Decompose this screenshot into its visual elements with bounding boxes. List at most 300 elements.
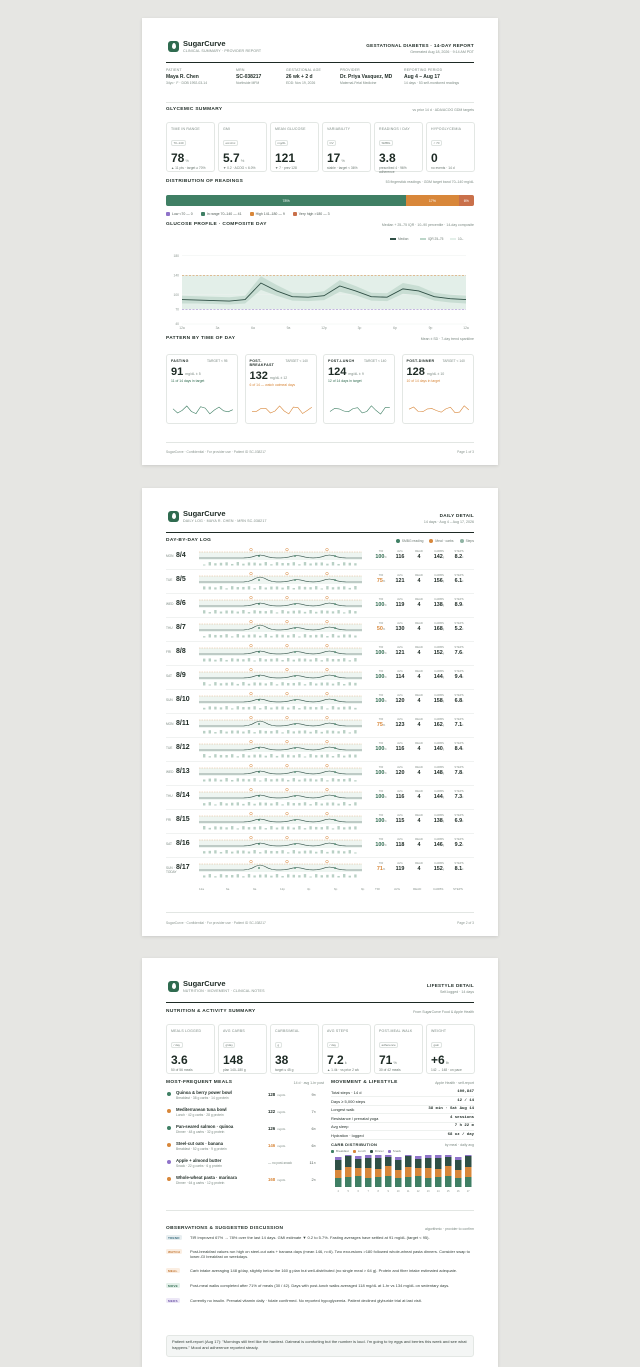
stat-number: 115 xyxy=(395,818,405,824)
steps-bar xyxy=(265,634,267,637)
smbg-reading-dot xyxy=(258,555,260,557)
steps-bar xyxy=(242,659,244,661)
stat-number: 156 xyxy=(433,578,443,584)
stat-number: 100 xyxy=(375,818,385,824)
steps-bar xyxy=(349,876,351,878)
page-title: LIFESTYLE DETAIL xyxy=(426,983,474,988)
daily-stat xyxy=(409,597,429,608)
carb-bar-segment xyxy=(435,1155,442,1158)
day-of-week: SUN · TODAY xyxy=(166,866,177,874)
steps-bar xyxy=(242,635,244,637)
steps-bar xyxy=(265,731,267,734)
kpi-number: 5.7 xyxy=(223,151,240,165)
stat-unit: g xyxy=(442,772,445,775)
field-sub: Northside MFM xyxy=(236,81,260,85)
steps-bar xyxy=(270,682,272,685)
row-divider xyxy=(166,689,474,690)
kpi-label: READINGS / DAY xyxy=(379,127,410,131)
daily-stat xyxy=(429,717,449,728)
steps-bar xyxy=(304,634,306,637)
target-band xyxy=(199,552,362,560)
kpi-sub: prescribed 4 · 96% adherence xyxy=(379,166,407,175)
meal-glucose xyxy=(268,1177,286,1182)
steps-bar xyxy=(332,778,334,781)
steps-bar xyxy=(287,635,289,637)
stat-value xyxy=(429,698,449,704)
steps-bar xyxy=(203,826,205,830)
stat-header: READ xyxy=(415,741,423,745)
kpi-card xyxy=(374,1024,423,1074)
stat-header: STEPS xyxy=(454,813,464,817)
row-divider xyxy=(166,785,474,786)
steps-bar xyxy=(237,731,239,734)
field-sub: EDD: Nov 19, 2026 xyxy=(286,81,316,85)
carb-bar-segment xyxy=(415,1156,422,1159)
stat-value xyxy=(390,578,410,584)
steps-bar xyxy=(293,850,295,853)
steps-bar xyxy=(298,564,300,565)
steps-bar xyxy=(332,634,334,637)
steps-bar xyxy=(265,611,267,613)
stat-unit: % xyxy=(382,724,386,727)
steps-bar xyxy=(214,563,216,565)
steps-bar xyxy=(248,827,250,829)
stat-unit: k xyxy=(462,652,464,655)
steps-bar xyxy=(298,586,300,589)
steps-bar xyxy=(343,634,345,637)
steps-bar xyxy=(309,850,311,853)
stat-value xyxy=(449,578,469,584)
daily-stat xyxy=(371,597,391,608)
steps-bar xyxy=(253,827,255,830)
legend-swatch xyxy=(250,212,254,216)
carb-bar-segment xyxy=(465,1155,472,1156)
daily-stat xyxy=(429,861,449,872)
pattern-unit: mg/dL ± 5 xyxy=(185,372,201,376)
steps-bar xyxy=(220,707,222,709)
distribution-segment: 17% xyxy=(406,195,458,206)
stat-number: 100 xyxy=(375,698,385,704)
steps-bar xyxy=(309,659,311,661)
steps-bar xyxy=(321,610,323,613)
steps-bar xyxy=(287,755,289,758)
daily-stat xyxy=(409,573,429,584)
meal-glucose-unit: mg/dL xyxy=(277,1093,286,1097)
kpi-chip: mg/dL xyxy=(275,140,288,146)
steps-bar xyxy=(343,562,345,565)
daily-stat xyxy=(390,549,410,560)
stat-header: AVG xyxy=(397,645,403,649)
stat-axis-label: READ xyxy=(413,887,422,891)
stat-header: AVG xyxy=(397,693,403,697)
steps-bar xyxy=(298,851,300,853)
steps-bar xyxy=(354,780,356,781)
steps-bar xyxy=(237,562,239,565)
carb-x-label: 16 xyxy=(456,1190,460,1193)
daily-glucose-strip xyxy=(199,860,362,878)
stat-number: 6.9 xyxy=(454,818,463,824)
steps-bar xyxy=(287,611,289,613)
report-generated: Generated Aug 18, 2026 · 9:14 AM PDT xyxy=(410,50,474,54)
steps-bar xyxy=(332,659,334,662)
daily-glucose-strip xyxy=(199,692,362,710)
stat-value xyxy=(429,866,449,872)
target-band xyxy=(199,672,362,680)
steps-bar xyxy=(343,851,345,853)
meal-type-dot xyxy=(167,1160,171,1164)
stat-header: CARBS xyxy=(434,837,444,841)
steps-bar xyxy=(237,659,239,662)
steps-bar xyxy=(225,732,227,734)
kpi-number: 17 xyxy=(327,151,341,165)
kpi-unit: % xyxy=(240,158,245,163)
carb-bar-segment xyxy=(365,1168,372,1178)
meal-marker-icon xyxy=(326,644,329,647)
stat-header: AVG xyxy=(397,549,403,553)
steps-bar xyxy=(270,851,272,854)
legend-swatch xyxy=(293,212,297,216)
kpi-chip: CV xyxy=(327,140,336,146)
smbg-reading-dot xyxy=(258,651,260,653)
steps-bar xyxy=(332,850,334,853)
field-sub: Maternal-Fetal Medicine xyxy=(340,81,377,85)
steps-bar xyxy=(326,658,328,661)
stat-number: 168 xyxy=(433,626,443,632)
meal-count: 7× xyxy=(311,1109,316,1114)
daily-glucose-strip xyxy=(199,740,362,758)
steps-bar xyxy=(253,850,255,853)
steps-bar xyxy=(337,826,339,829)
steps-bar xyxy=(343,586,345,589)
steps-bar xyxy=(237,828,239,829)
stat-value xyxy=(429,650,449,656)
stat-unit: % xyxy=(384,652,387,655)
steps-bar xyxy=(214,804,216,805)
kpi-label: WEIGHT xyxy=(431,1029,447,1033)
stat-value xyxy=(390,602,410,608)
steps-bar xyxy=(214,826,216,829)
target-band xyxy=(199,768,362,776)
y-tick-label: 40 xyxy=(175,322,179,327)
stat-header: STEPS xyxy=(454,549,464,553)
kpi-number: 7.2 xyxy=(327,1053,344,1067)
steps-bar xyxy=(209,587,211,590)
stat-value xyxy=(449,698,469,704)
smbg-reading-dot xyxy=(258,819,260,821)
day-date: 8/6 xyxy=(176,599,186,607)
steps-bar xyxy=(343,658,345,661)
carb-bar-segment xyxy=(445,1157,452,1166)
carb-bar-segment xyxy=(395,1170,402,1178)
stat-value xyxy=(409,674,429,680)
carb-bar-segment xyxy=(435,1177,442,1187)
daily-stat xyxy=(409,861,429,872)
kpi-value xyxy=(275,151,314,165)
stat-unit: k xyxy=(462,772,464,775)
meal-marker-icon xyxy=(326,812,329,815)
stat-header: READ xyxy=(415,813,423,817)
steps-bar xyxy=(203,565,205,566)
daily-glucose-strip xyxy=(199,572,362,590)
daily-row xyxy=(166,786,474,808)
steps-bar xyxy=(293,755,295,757)
kpi-number: 121 xyxy=(275,151,296,165)
stat-header: TIR xyxy=(378,717,384,721)
stat-number: 4 xyxy=(417,602,421,608)
stat-unit: k xyxy=(462,676,464,679)
stat-value xyxy=(371,722,391,728)
steps-bar xyxy=(298,826,300,829)
stat-number: 4 xyxy=(417,674,421,680)
smbg-reading-dot xyxy=(334,771,336,773)
stat-number: 8.2 xyxy=(454,554,463,560)
stat-header: CARBS xyxy=(434,717,444,721)
footer-divider xyxy=(166,912,474,913)
steps-bar xyxy=(253,588,255,589)
stat-header: READ xyxy=(415,573,423,577)
steps-bar xyxy=(326,611,328,614)
meal-marker-icon xyxy=(250,620,253,623)
smbg-reading-dot xyxy=(258,603,260,605)
carb-bar-segment xyxy=(355,1156,362,1159)
steps-bar xyxy=(281,588,283,590)
steps-bar xyxy=(354,611,356,613)
steps-bar xyxy=(248,635,250,638)
x-axis-label: 9a xyxy=(253,887,257,891)
daily-stat xyxy=(390,861,410,872)
meal-type-dot xyxy=(167,1177,171,1181)
stat-header: AVG xyxy=(397,837,403,841)
smbg-reading-dot xyxy=(294,555,296,557)
steps-bar xyxy=(248,755,250,757)
steps-bar xyxy=(209,828,211,830)
kpi-sub: ▲ 1.4k · vs prior 2 wk xyxy=(327,1068,359,1072)
glycemic-summary-title: GLYCEMIC SUMMARY xyxy=(166,107,223,112)
steps-bar xyxy=(337,610,339,613)
steps-bar xyxy=(309,804,311,805)
daily-stat xyxy=(429,813,449,824)
steps-bar xyxy=(270,659,272,662)
stat-value xyxy=(390,818,410,824)
steps-bar xyxy=(242,610,244,613)
carb-distribution-note: by meal · daily avg xyxy=(444,1143,474,1147)
smbg-reading-dot xyxy=(334,675,336,677)
meal-glucose-value: 128 xyxy=(268,1092,276,1097)
kpi-value xyxy=(275,1053,314,1067)
steps-bar xyxy=(276,874,278,877)
daily-row xyxy=(166,642,474,664)
daily-glucose-strip xyxy=(199,716,362,734)
steps-bar xyxy=(242,587,244,590)
steps-bar xyxy=(259,708,261,709)
stat-header: CARBS xyxy=(434,621,444,625)
stat-unit: k xyxy=(462,580,464,583)
meal-marker-icon xyxy=(326,668,329,671)
stat-number: 119 xyxy=(395,866,405,872)
page-title: DAILY DETAIL xyxy=(439,513,474,518)
stat-header: CARBS xyxy=(434,765,444,769)
steps-bar xyxy=(259,852,261,853)
stat-header: TIR xyxy=(378,837,384,841)
stat-number: 100 xyxy=(375,770,385,776)
meal-marker-icon xyxy=(286,812,289,815)
kpi-number: +6 xyxy=(431,1053,445,1067)
legend-item xyxy=(460,539,474,543)
kpi-value xyxy=(431,1053,470,1067)
kpi-card xyxy=(270,122,319,172)
smbg-reading-dot xyxy=(294,651,296,653)
daily-stat xyxy=(371,693,391,704)
smbg-reading-dot xyxy=(258,579,260,581)
stat-unit: g xyxy=(442,868,445,871)
day-of-week: FRI xyxy=(166,650,172,654)
stat-unit: k xyxy=(462,724,464,727)
steps-bar xyxy=(214,682,216,685)
kpi-card xyxy=(322,1024,371,1074)
stat-header: TIR xyxy=(378,621,384,625)
steps-bar xyxy=(349,804,351,805)
steps-bar xyxy=(220,755,222,758)
stat-value xyxy=(390,842,410,848)
pattern-target: TARGET < 140 xyxy=(364,359,387,363)
steps-bar xyxy=(315,874,317,877)
daily-stat xyxy=(449,837,469,848)
stat-value xyxy=(409,746,429,752)
meal-marker-icon xyxy=(286,668,289,671)
carb-bar-segment xyxy=(465,1156,472,1167)
carb-x-label: 8 xyxy=(377,1190,379,1193)
smbg-reading-dot xyxy=(258,795,260,797)
steps-bar xyxy=(253,610,255,613)
steps-bar xyxy=(259,586,261,589)
kpi-sub: plan 140–180 g xyxy=(223,1068,246,1072)
stat-value xyxy=(409,818,429,824)
steps-bar xyxy=(248,707,250,710)
activity-value: 7 h 22 m xyxy=(454,1124,474,1128)
daily-stat xyxy=(371,741,391,752)
meal-marker-icon xyxy=(250,572,253,575)
steps-bar xyxy=(259,780,261,781)
daily-stat xyxy=(371,789,391,800)
smbg-reading-dot xyxy=(294,627,296,629)
stat-number: 6.1 xyxy=(454,578,463,584)
meal-glucose-value: 122 xyxy=(268,1109,276,1114)
stat-header: STEPS xyxy=(454,693,464,697)
observation-text: Post-meal walks completed after 71% of meals (30 / 42). Days with post-lunch walks averaged 118 mg/dL at 1-hr vs 134 mg/dL on sedentary days. xyxy=(190,1283,450,1288)
steps-bar xyxy=(242,804,244,806)
pattern-unit: mg/dL ± 9 xyxy=(348,372,364,376)
y-tick-label: 100 xyxy=(173,292,179,297)
steps-bar xyxy=(354,730,356,733)
pattern-number: 128 xyxy=(406,366,425,378)
legend-swatch xyxy=(331,1150,334,1153)
steps-bar xyxy=(349,635,351,638)
daily-glucose-strip xyxy=(199,764,362,782)
stat-number: 140 xyxy=(433,746,443,752)
stat-value xyxy=(371,554,391,560)
smbg-reading-dot xyxy=(334,747,336,749)
kpi-label: POST-MEAL WALK xyxy=(379,1029,413,1033)
steps-bar xyxy=(259,563,261,565)
x-tick-label: 9a xyxy=(286,326,291,330)
daily-stat xyxy=(429,621,449,632)
steps-bar xyxy=(259,730,261,733)
field-value: Aug 4 – Aug 17 xyxy=(404,74,440,80)
steps-bar xyxy=(276,684,278,685)
field-label: REPORTING PERIOD xyxy=(404,68,443,72)
stat-number: 152 xyxy=(433,866,443,872)
stat-header: STEPS xyxy=(454,621,464,625)
meal-glucose-unit: mg/dL xyxy=(277,1110,286,1114)
field-value: 26 wk + 2 d xyxy=(286,74,313,80)
stat-number: 162 xyxy=(433,722,443,728)
steps-bar xyxy=(203,682,205,685)
steps-bar xyxy=(214,778,216,781)
meal-marker-icon xyxy=(286,572,289,575)
stat-value xyxy=(390,626,410,632)
meal-count: 6× xyxy=(311,1126,316,1131)
carb-x-label: 9 xyxy=(387,1190,389,1193)
stat-value xyxy=(409,578,429,584)
stat-value xyxy=(429,578,449,584)
daily-stat xyxy=(409,837,429,848)
x-tick-label: 6p xyxy=(393,326,397,330)
brand-name: SugarCurve xyxy=(183,979,226,988)
kpi-label: MEAN GLUCOSE xyxy=(275,127,306,131)
kpi-label: CARBS/MEAL xyxy=(275,1029,300,1033)
field-value: Dr. Priya Vasquez, MD xyxy=(340,74,393,80)
pattern-note: Mean ± SD · 7-day trend sparkline xyxy=(420,337,474,341)
field-value: SC-038217 xyxy=(236,74,262,80)
steps-bar xyxy=(326,852,328,854)
meal-marker-icon xyxy=(250,644,253,647)
x-axis-label: 6p xyxy=(334,887,338,891)
steps-bar xyxy=(298,780,300,782)
stat-number: 4 xyxy=(417,866,421,872)
legend-item xyxy=(166,212,193,216)
steps-bar xyxy=(214,850,216,853)
steps-bar xyxy=(276,658,278,661)
stat-number: 116 xyxy=(395,794,405,800)
steps-bar xyxy=(231,586,233,589)
kpi-card xyxy=(322,122,371,172)
steps-bar xyxy=(253,634,255,637)
activity-label: Avg sleep xyxy=(331,1124,349,1129)
daily-stat xyxy=(409,669,429,680)
day-log-title: DAY-BY-DAY LOG xyxy=(166,538,212,543)
kpi-label: GMI xyxy=(223,127,231,131)
kpi-label: AVG CARBS xyxy=(223,1029,245,1033)
steps-bar xyxy=(321,755,323,758)
steps-bar xyxy=(253,755,255,758)
observation-text: TIR improved 67% → 78% over the last 14 days. GMI estimate ▼ 0.2 to 5.7%. Fasting averages have settled at 91 mg/dL (target < 95). xyxy=(190,1235,430,1240)
stat-number: 138 xyxy=(433,818,443,824)
meal-marker-icon xyxy=(326,860,329,863)
daily-stat xyxy=(429,645,449,656)
stat-value xyxy=(409,770,429,776)
stat-header: TIR xyxy=(378,813,384,817)
steps-bar xyxy=(270,803,272,805)
daily-glucose-strip xyxy=(199,620,362,638)
legend-item xyxy=(293,212,330,216)
daily-stat xyxy=(449,717,469,728)
patient-field xyxy=(340,68,400,85)
meal-marker-icon xyxy=(326,836,329,839)
steps-bar xyxy=(281,732,283,733)
pattern-card xyxy=(166,354,238,424)
steps-bar xyxy=(265,562,267,565)
legend-item xyxy=(370,1149,384,1153)
